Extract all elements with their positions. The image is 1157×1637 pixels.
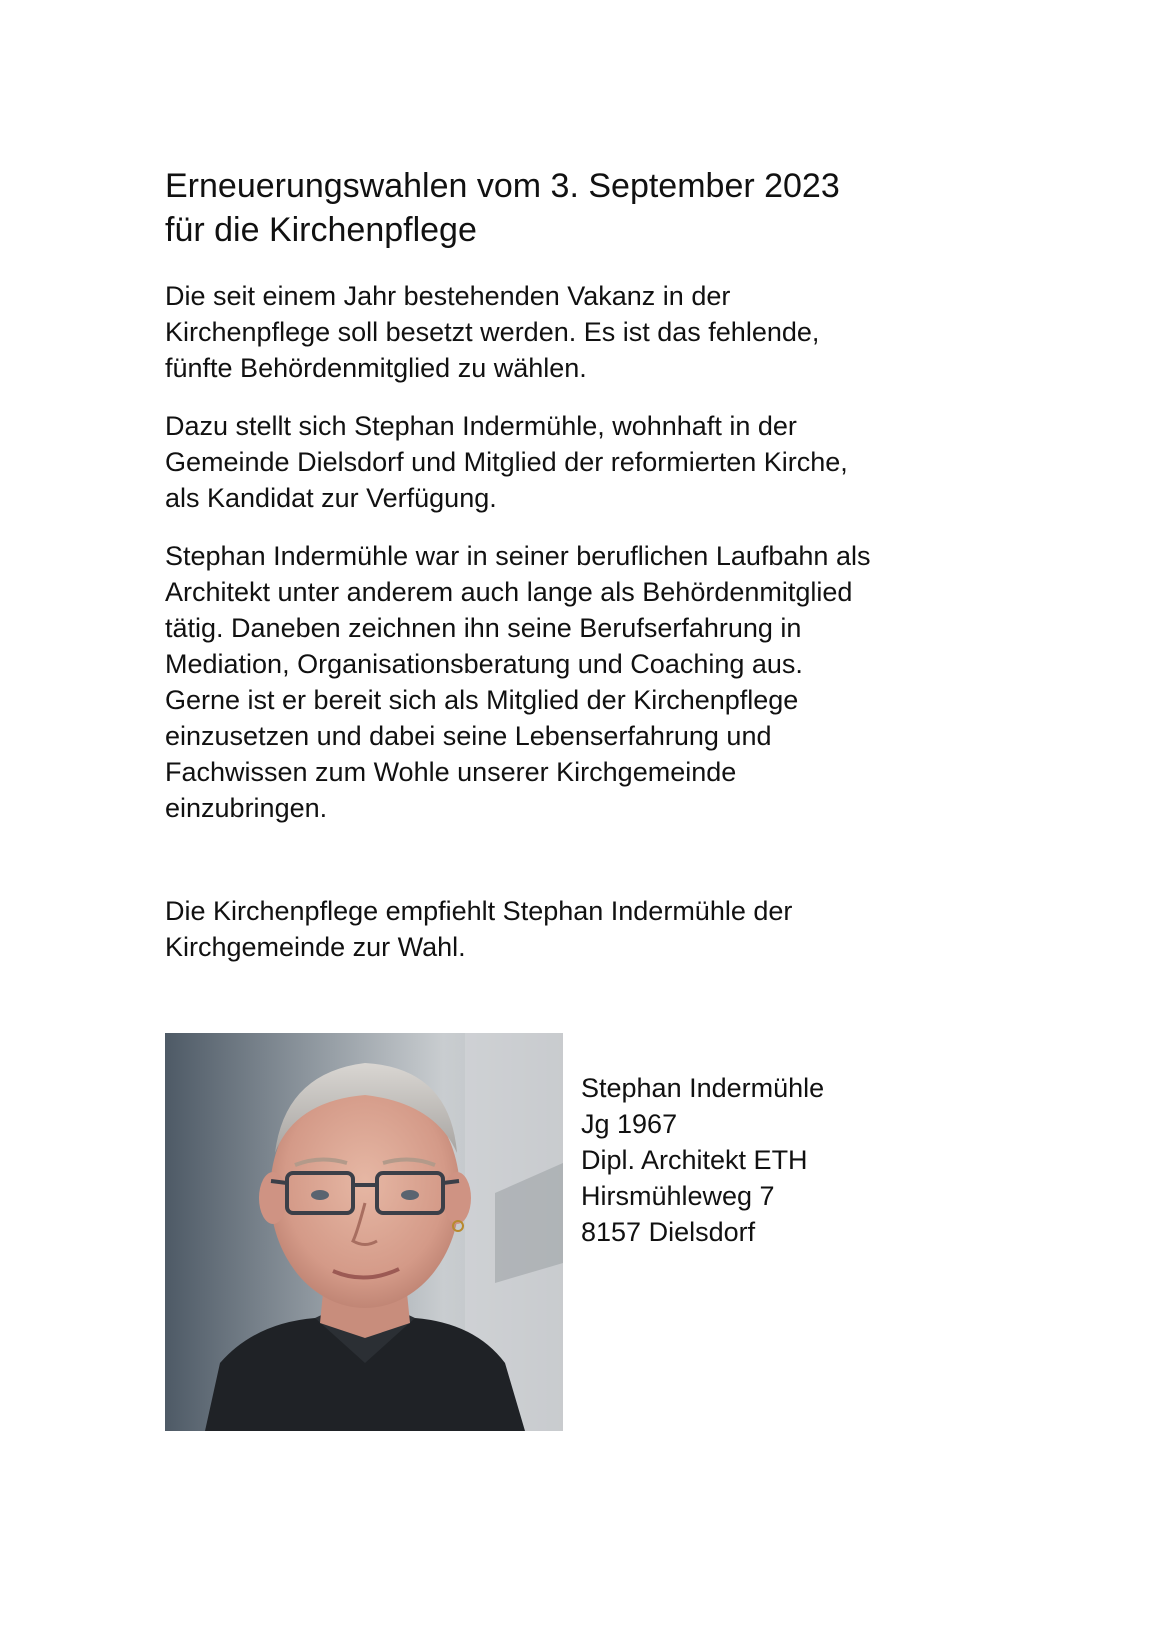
paragraph-biography (165, 538, 1065, 826)
text-line: tätig. Daneben zeichnen ihn seine Berufserfahrung in (165, 613, 802, 643)
text-line: Mediation, Organisationsberatung und Coaching aus. (165, 649, 803, 679)
candidate-name: Stephan Indermühle (581, 1073, 825, 1103)
candidate-profession: Dipl. Architekt ETH (581, 1145, 808, 1175)
paragraph-vacancy (165, 278, 1065, 386)
candidate-street: Hirsmühleweg 7 (581, 1181, 775, 1211)
text-line: einzubringen. (165, 793, 328, 823)
candidate-birth-year: Jg 1967 (581, 1109, 678, 1139)
title-line: Erneuerungswahlen vom 3. September 2023 (165, 167, 840, 205)
title-line: für die Kirchenpflege (165, 211, 477, 249)
candidate-city: 8157 Dielsdorf (581, 1217, 756, 1247)
text-line: Stephan Indermühle war in seiner beruflichen Laufbahn als (165, 541, 871, 571)
text-line: einzusetzen und dabei seine Lebenserfahrung und (165, 721, 772, 751)
text-line: Die Kirchenpflege empfiehlt Stephan Indermühle der (165, 896, 793, 926)
candidate-portrait-photo (165, 1033, 563, 1431)
text-line: fünfte Behördenmitglied zu wählen. (165, 353, 587, 383)
text-line: Die seit einem Jahr bestehenden Vakanz in der (165, 281, 731, 311)
text-line: Dazu stellt sich Stephan Indermühle, wohnhaft in der (165, 411, 797, 441)
text-line: Kirchgemeinde zur Wahl. (165, 932, 466, 962)
text-line: Fachwissen zum Wohle unserer Kirchgemeinde (165, 757, 737, 787)
candidate-contact-block (581, 1070, 824, 1250)
paragraph-recommendation (165, 893, 1065, 965)
text-line: Gerne ist er bereit sich als Mitglied der Kirchenpflege (165, 685, 799, 715)
text-line: Gemeinde Dielsdorf und Mitglied der reformierten Kirche, (165, 447, 848, 477)
text-line: als Kandidat zur Verfügung. (165, 483, 497, 513)
page-title (165, 164, 1045, 252)
text-line: Architekt unter anderem auch lange als Behördenmitglied (165, 577, 853, 607)
text-line: Kirchenpflege soll besetzt werden. Es ist das fehlende, (165, 317, 820, 347)
paragraph-candidate (165, 408, 1065, 516)
